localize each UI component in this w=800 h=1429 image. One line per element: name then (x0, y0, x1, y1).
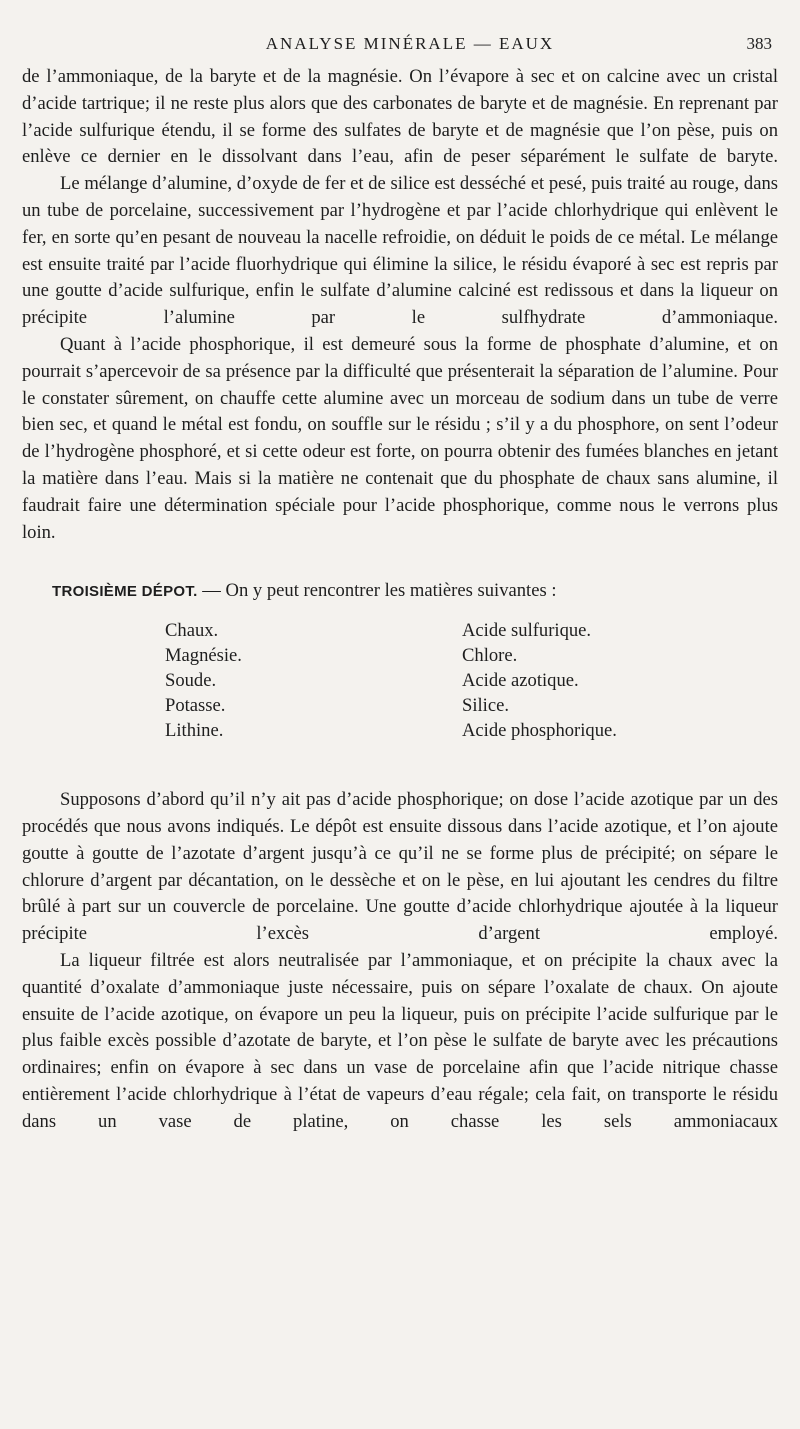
list-item: Chaux. (165, 620, 219, 642)
list-item: Acide azotique. (462, 670, 579, 692)
list-item: Acide phosphorique. (462, 720, 617, 742)
section-label: TROISIÈME DÉPOT. (52, 583, 198, 601)
running-head (22, 34, 778, 64)
running-title: ANALYSE MINÉRALE — EAUX (265, 34, 555, 53)
paragraph-baryte-magnesie: de l’ammoniaque, de la baryte et de la magnésie. On l’évapore à sec et on calcine avec un cristal d’acide tartrique; il ne reste plus alors que des carbonates de baryte et de magnésie. En reprenant par l’acide sulfurique étendu, il se forme des sulfates de baryte et de magnésie que l’on pèse, puis on enlève ce dernier en le dissolvant dans l’eau, afin de peser séparément le sulfate de baryte. (22, 66, 778, 168)
section-heading (22, 578, 778, 606)
paragraph-acide-azotique-chlore: Supposons d’abord qu’il n’y ait pas d’acide phosphorique; on dose l’acide azotique par un des procédés que nous avons indiqués. Le dépôt est ensuite dissous dans l’acide azotique, et l’on ajoute goutte à goutte de l’azotate d’argent jusqu’à ce qu’il ne se forme plus de précipité; on sépare le chlorure d’argent par décantation, on le dessèche et on le pèse, en lui ajoutant les cendres du filtre brûlé à part sur un couvercle de porcelaine. Une goutte d’acide chlorhydrique ajoutée à la liqueur précipite l’excès d’argent employé. (22, 789, 778, 945)
list-item: Soude. (165, 670, 217, 692)
paragraph-acide-phosphorique: Quant à l’acide phosphorique, il est demeuré sous la forme de phosphate d’alumine, et on pourrait s’apercevoir de sa présence par la difficulté que présenterait la séparation de l’alumine. Pour le constater sûrement, on chauffe cette alumine avec un morceau de sodium dans un tube de verre bien sec, et quand le métal est fondu, on souffle sur le résidu ; s’il y a du phosphore, on sent l’odeur de l’hydrogène phosphoré, et si cette odeur est forte, on pourra obtenir des fumées blanches en jetant la matière dans l’eau. Mais si la matière ne contenait que du phosphate de chaux sans alumine, il faudrait faire une détermination spéciale pour l’acide phosphorique, comme nous le verrons plus loin. (22, 333, 778, 543)
page-number: 383 (746, 34, 772, 53)
list-item: Magnésie. (165, 645, 242, 667)
substances-bases-column (165, 618, 462, 743)
list-item: Silice. (462, 695, 509, 717)
list-item: Acide sulfurique. (462, 620, 592, 642)
substances-list (22, 618, 778, 743)
substances-acides-column (462, 618, 617, 743)
list-item: Potasse. (165, 695, 226, 717)
paragraph-alumine-fer-silice: Le mélange d’alumine, d’oxyde de fer et de silice est desséché et pesé, puis traité au rouge, dans un tube de porcelaine, successivement par l’hydrogène et par l’acide chlorhydrique qui enlèvent le fer, en sorte qu’en pesant de nouveau la nacelle refroidie, on déduit le poids de ce métal. Le mélange est ensuite traité par l’acide fluorhydrique qui élimine la silice, le résidu évaporé à sec est repris par une goutte d’acide sulfurique, enfin le sulfate d’alumine calciné est redissous et dans la liqueur on précipite l’alumine par le sulfhydrate d’ammoniaque. (22, 173, 778, 329)
section-intro: — On y peut rencontrer les matières suivantes : (197, 580, 557, 602)
paragraph-chaux-acide-sulfurique: La liqueur filtrée est alors neutralisée par l’ammoniaque, et on précipite la chaux avec la quantité d’oxalate d’ammoniaque juste nécessaire, puis on sépare l’oxalate de chaux. On ajoute ensuite de l’acide azotique, on évapore un peu la liqueur, puis on précipite l’acide sulfurique par le plus faible excès possible d’azotate de baryte, et l’on pèse le sulfate de baryte avec les précautions ordinaires; enfin on évapore à sec dans un vase de porcelaine afin que l’acide nitrique chasse entièrement l’acide chlorhydrique à l’état de vapeurs d’eau régale; cela fait, on transporte le résidu dans un vase de platine, on chasse les sels ammoniacaux (22, 949, 778, 1132)
list-item: Lithine. (165, 720, 224, 742)
list-item: Chlore. (462, 645, 518, 667)
